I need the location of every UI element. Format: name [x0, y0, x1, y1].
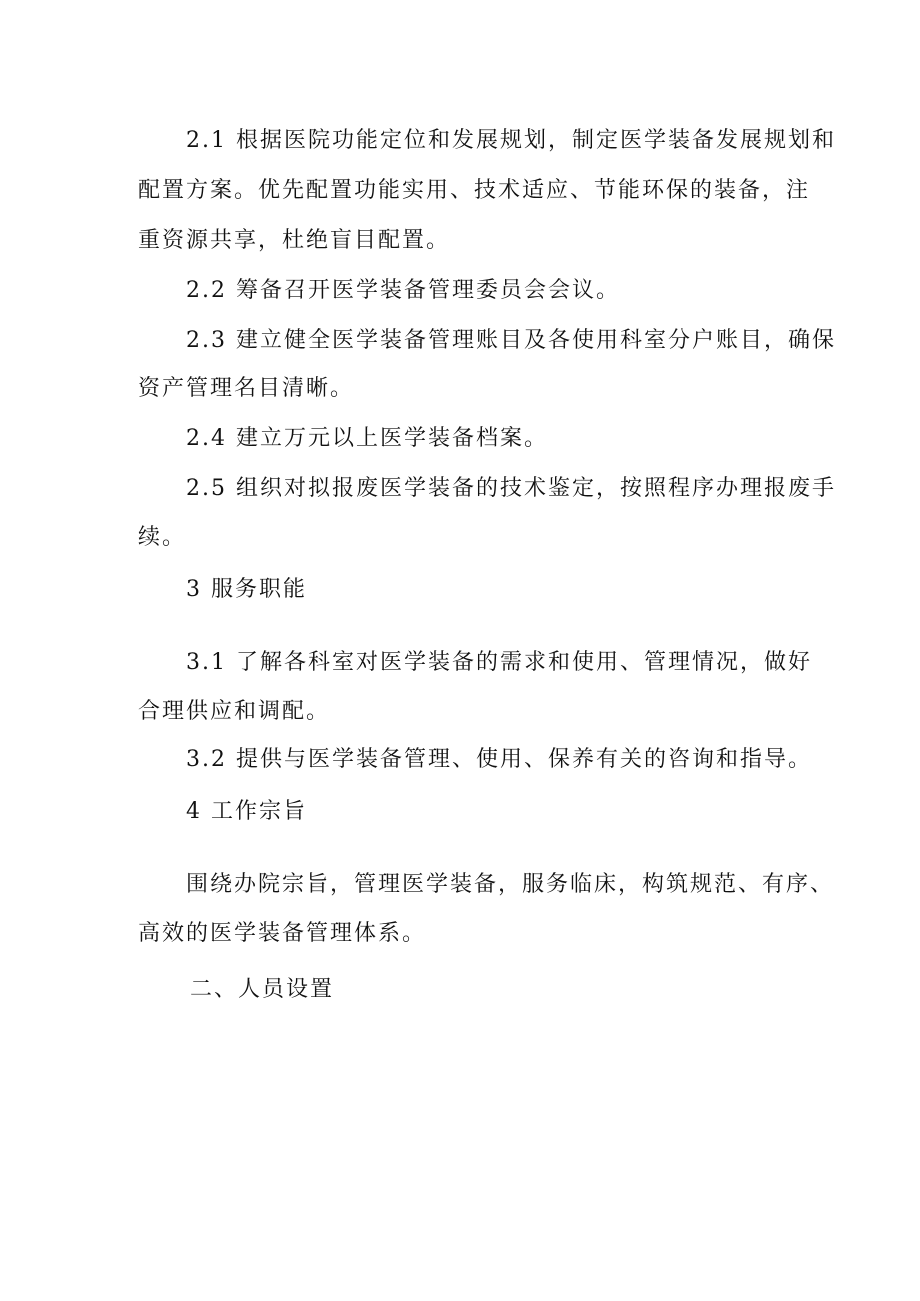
item-3-1-line-1: 3.1 了解各科室对医学装备的需求和使用、管理情况，做好: [186, 650, 812, 675]
item-2-1-line-1: 2.1 根据医院功能定位和发展规划，制定医学装备发展规划和: [186, 128, 836, 153]
section-4-body-line-2: 高效的医学装备管理体系。: [138, 921, 427, 946]
item-2-5-line-2: 续。: [138, 525, 187, 550]
item-2-5-line-1: 2.5 组织对拟报废医学装备的技术鉴定，按照程序办理报废手: [186, 476, 836, 501]
next-section-heading: 二、人员设置: [190, 977, 335, 1002]
item-2-3-line-2: 资产管理名目清晰。: [138, 376, 355, 401]
item-2-1-line-2: 配置方案。优先配置功能实用、技术适应、节能环保的装备，注: [138, 178, 811, 203]
section-3-heading: 3 服务职能: [186, 577, 307, 602]
item-2-2: 2.2 筹备召开医学装备管理委员会会议。: [186, 278, 620, 303]
section-4-heading: 4 工作宗旨: [186, 799, 307, 824]
item-2-1-line-3: 重资源共享，杜绝盲目配置。: [138, 228, 451, 253]
item-3-1-line-2: 合理供应和调配。: [138, 699, 331, 724]
item-2-3-line-1: 2.3 建立健全医学装备管理账目及各使用科室分户账目，确保: [186, 328, 836, 353]
item-3-2: 3.2 提供与医学装备管理、使用、保养有关的咨询和指导。: [186, 747, 812, 772]
section-4-body-line-1: 围绕办院宗旨，管理医学装备，服务临床，构筑规范、有序、: [186, 872, 835, 897]
item-2-4: 2.4 建立万元以上医学装备档案。: [186, 426, 548, 451]
